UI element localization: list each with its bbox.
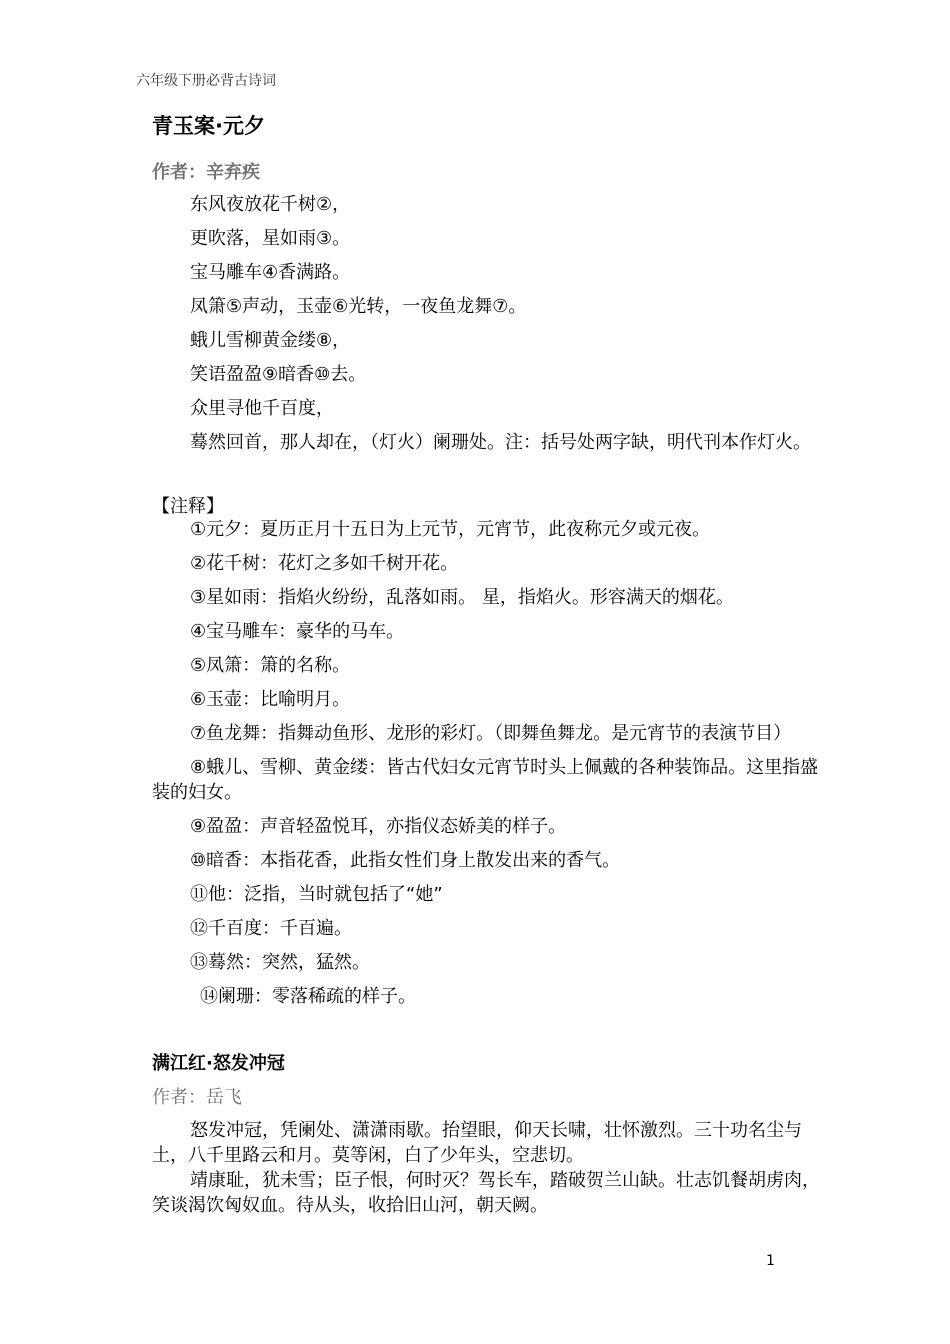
note-item: ⑩暗香：本指花香，此指女性们身上散发出来的香气。: [190, 850, 621, 871]
poem-author: 作者：辛弃疾: [152, 162, 260, 183]
note-item: ①元夕：夏历正月十五日为上元节，元宵节，此夜称元夕或元夜。: [190, 519, 711, 540]
note-item: ④宝马雕车：豪华的马车。: [190, 621, 405, 642]
notes-list: [152, 517, 832, 1018]
poem-line: 蛾儿雪柳黄金缕⑧，: [190, 330, 351, 351]
note-item: ⑦鱼龙舞：指舞动鱼形、龙形的彩灯。（即舞鱼舞龙。是元宵节的表演节目）: [190, 723, 792, 744]
poem-body: [152, 192, 832, 464]
poem-line: 宝马雕车④香满路。: [190, 262, 351, 283]
note-item: ⑤凤箫：箫的名称。: [190, 655, 351, 676]
note-item: ⑫千百度：千百遍。: [190, 918, 352, 939]
poem-line: 更吹落，星如雨③。: [190, 228, 351, 249]
note-item: ②花千树：花灯之多如千树开花。: [190, 553, 459, 574]
page-header: 六年级下册必背古诗词: [136, 73, 276, 89]
note-item: ③星如雨：指焰火纷纷，乱落如雨。 星，指焰火。形容满天的烟花。: [190, 587, 734, 608]
poem-title: 青玉案·元夕: [152, 114, 265, 138]
note-item: ⑥玉壶：比喻明月。: [190, 689, 351, 710]
page-number: 1: [766, 1253, 775, 1269]
note-item: ⑨盈盈：声音轻盈悦耳，亦指仪态娇美的样子。: [190, 816, 567, 837]
poem2-body: [152, 1118, 832, 1218]
poem-line: 凤箫⑤声动，玉壶⑥光转，一夜鱼龙舞⑦。: [190, 296, 527, 317]
note-item: ⑪他：泛指，当时就包括了“她”: [190, 884, 443, 905]
poem2-title: 满江红·怒发冲冠: [152, 1053, 285, 1074]
notes-heading: 【注释】: [152, 496, 224, 517]
poem2-author: 作者：岳飞: [152, 1087, 242, 1108]
note-item: ⑬蓦然：突然，猛然。: [190, 952, 370, 973]
poem-line: 蓦然回首，那人却在，（灯火）阑珊处。注：括号处两字缺，明代刊本作灯火。: [190, 432, 811, 453]
poem-line: 众里寻他千百度，: [190, 398, 334, 419]
poem2-paragraph: 怒发冲冠，凭阑处、潇潇雨歇。抬望眼，仰天长啸，壮怀激烈。三十功名尘与土，八千里路云和月。莫等闲，白了少年头，空悲切。: [152, 1120, 802, 1166]
poem-line: 笑语盈盈⑨暗香⑩去。: [190, 364, 367, 385]
note-item: ⑭阑珊：零落稀疏的样子。: [200, 986, 416, 1007]
poem2-paragraph: 靖康耻，犹未雪；臣子恨，何时灭？驾长车，踏破贺兰山缺。壮志饥餐胡虏肉，笑谈渴饮匈奴血。待从头，收拾旧山河，朝天阙。: [152, 1170, 820, 1216]
note-item: ⑧蛾儿、雪柳、黄金缕：皆古代妇女元宵节时头上佩戴的各种装饰品。这里指盛装的妇女。: [152, 757, 819, 803]
poem-line: 东风夜放花千树②，: [190, 194, 351, 215]
